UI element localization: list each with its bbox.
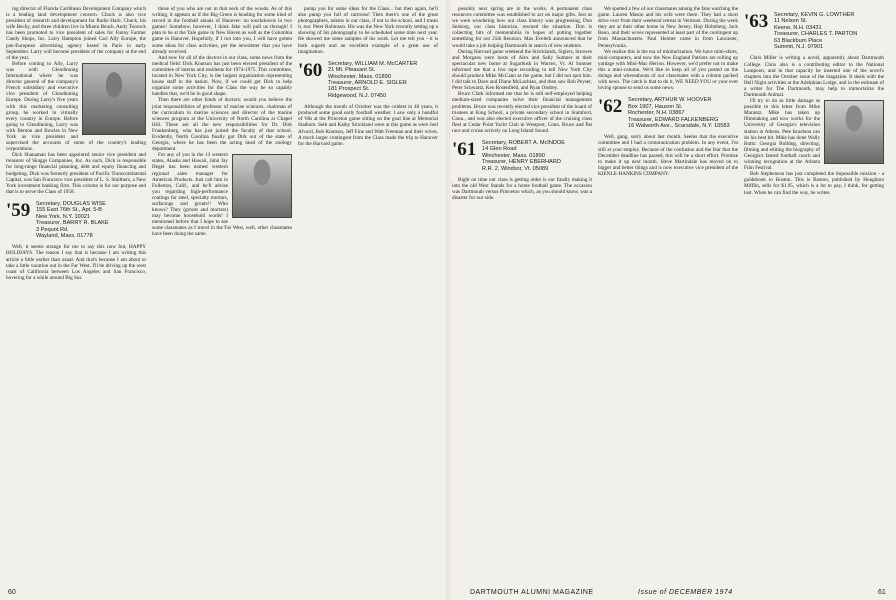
column-text: Although the month of October was the coldest in 40 years, it produced some good early football weather. I saw only a handful of '60s at the Princeton game sitting on the goal line at Memorial Stadium. Seth and Kathy Strickland were at this game as were Joel Alvord, Bob Knutson, Jeff Fine and Walt Freeman and their wives. A much larger contingent from the Class made the trip to Hanover for the Harvard game. — [298, 104, 438, 147]
secretary-name: Secretary, KEVIN G. LOWTHER — [774, 12, 855, 18]
treasurer-address: 181 Prospect St. — [328, 86, 370, 93]
column-text: Well, gang, sorry about last month. Seems that the executive committee and I had a communication problem. In any event, I'm still at your employ. Because of the confusion and the fear that the December deadline has passed, this will be a short effort. Promise to make it up next month. Steve Martindale has moved on to bigger and better things and is now executive vice president of the KIENLE-HANKINS COMPANY. — [598, 134, 738, 177]
class-header-63 — [744, 12, 884, 50]
column-text: Well, it seems strange for me to say this now but, HAPPY HOLIDAYS. The reason I say that is because I am writing this article a little earlier than usual. And that's because I am about to take a little vacation out in the Far West. I'll be driving up the west coast of California between Los Angeles and San Francisco, hovering for a while around Big Sur. — [6, 244, 146, 281]
secretary-name: Secretary, DOUGLAS WISE — [36, 200, 106, 207]
class-header-62 — [598, 97, 738, 129]
column-text: ing director of Florida Caribbean Development Company which is a leading land development concern. Chuck is also vice president of research and development for Radio Haiti. Chuck, his wife Becky, and three children live in Miami Beach. Andy Toorock has been promoted to vice president of sales for Funny Farmer Candy Shops, Inc. Larry Hampton joined Carl Ally Europe, the pan-European advertising agency based in Paris in early September. Larry will become president of the company at the end of the year. — [6, 6, 146, 61]
secretary-name: Secretary, WILLIAM M. McCARTER — [328, 60, 418, 67]
treasurer-city: Wayland, Mass. 01778 — [36, 232, 93, 239]
page-number: 61 — [878, 589, 886, 596]
treasurer-name: Treasurer, EDWARD FALKENBERG — [628, 116, 719, 123]
treasurer-city: Ridgewood, N.J. 07450 — [328, 92, 387, 99]
column-text: Dick Shanaman has been appointed senior vice president and treasurer of Skaggs Companies, Inc. As such, Dick is responsible for long-range financial planning, debt and equity financing and budgeting. Dick was formerly president of Pacific Transcontinental Capital, was San Francisco vice president of L. S. Smithers, a New York investment banking firm. This column is for our purpose and that is to serve the Class of 1958. — [6, 152, 146, 195]
column-text: possibly next spring are in the works. A permanent class resources committee was established to act on major gifts. Just as we were wondering how our class history was progressing, Don Seaborg, our class historian, rescued the situation. Don is collecting bits of memorabilia in hopes of putting together something for our 25th Reunion. Max Eveleth announced that he would take a job helping Dartmouth in search of new students. — [452, 6, 592, 49]
treasurer-name: Treasurer, ARNOLD E. SIGLER — [328, 79, 407, 86]
column-text: We spotted a few of our classmates among the fans watching the game. Lauren Mason and his wife were there. They had a short drive over from their weekend retreat in Vermont. During the week they are at their other home in New Jersey. Hop Holmberg, Jack Reno, and their wives represented at least part of the contingent up from Massachusetts. Paul Heimer came in from Lancaster, Pennsylvania. — [598, 6, 738, 49]
left-column-3 — [298, 6, 438, 147]
secretary-city: Winchester, Mass. 01890 — [328, 73, 391, 80]
page-number: 60 — [8, 589, 16, 596]
class-year: '61 — [452, 138, 477, 160]
secretary-address: Box 1907, Hauson St. — [628, 103, 683, 110]
secretary-city: New York, N.Y. 10021 — [36, 213, 91, 220]
column-text: Then there are other kinds of doctors: would you believe the joint responsibilities of professor of marine sciences, chairman of the curriculum in marine sciences and director of the marine sciences program at the University of North Carolina at Chapel Hill. These are all the new responsibilities for Dr. Dirk Frankenberg, who has just joined the faculty of that school. Evidently, North Carolina finally got Dirk out of the state of Georgia, where he has been the acting head of the zoology department. — [152, 97, 292, 153]
class-header-59 — [6, 201, 146, 239]
secretary-name: Secretary, ARTHUR W. HOOVER — [628, 97, 712, 104]
column-text: During Harvard game weekend the Stricklands, Siglers, Strowes and Morgans were hosts of Alex and Sally Sumner at their spectacular new home at Sugarbush in Warren, Vt. Al Sumner informed me that a live tape recording to tell New York City should produce Mike McCann as the game, but I did not spot him. I did talk to Dave and Diane McLachlan, and then saw Bob Peyser, Peter Schwartz, Ken Rosenfield, and Ryan Ondrey. — [452, 48, 592, 92]
treasurer-address: 3 Pequot Rd. — [36, 226, 69, 233]
secretary-city: Rochester, N.H. 03867 — [628, 110, 685, 117]
treasurer-address: R.R. 2, Windsor, Vt. 05089 — [482, 165, 549, 172]
treasurer-city: Summit, N.J. 07901 — [774, 44, 824, 51]
class-year: '60 — [298, 59, 323, 81]
column-text: Bruce Clark informed me that he is still self-employed helping medium-sized companies solve their financial management problems. Bruce was recently elected vice president of the board of trustees at King School, a private secondary school in Stamford, Conn., and was also elected executive officer of the cruising class fleet at Cedar Point Yacht Club in Westport, Conn. Bruce and Pat race and cruise actively on Long Island Sound. — [452, 91, 592, 134]
secretary-address: 155 East 76th St., Apt. 5-B — [36, 207, 102, 214]
column-text: For any of you in the 13 western states, Alaska and Hawaii, John Jay Hegel has been named western regional sales manager for American Products. Just call him in Fullerton, Calif., and he'll advise you regarding high-performance coatings for steel, specialty mortars, surfacings and grouts!! Who knows? They (grouts and mortars) may become household words! I mentioned before that I hope to see some classmates as I travel in the Far West, well, other classmates have been doing the same. — [152, 152, 292, 238]
treasurer-address: 63 Blackburn Place — [774, 37, 823, 44]
class-year: '59 — [6, 199, 31, 221]
classmate-photo — [232, 154, 292, 218]
column-text: those of you who are out in that neck of the woods. As of this writing, it appears as if the Big Green is heading for some kind of record in the football annals of Hanover: no touchdowns in two games! Somehow, however, I think Jake will pull us through! I plan to be at the Yale game in New Haven as well as the Columbia game in Hanover. Hopefully, if I run into you, I will have gotten some ideas for class activities, per the newsletter that you have already received. — [152, 6, 292, 55]
secretary-address: 21 Mt. Pleasant St. — [328, 67, 376, 74]
secretary-city: Winchester, Mass. 01890 — [482, 152, 545, 159]
classmate-photo — [824, 100, 884, 164]
class-header-61 — [452, 140, 592, 172]
right-column-1 — [452, 6, 592, 201]
left-column-1 — [6, 6, 146, 281]
column-text: Bob Stephenson has just completed the impossible mission - a guidebook to Boston. This is Boston, published by Houghton Mifflin, sells for $1.95, which is a lot to pay, I think, for getting lost. When he can find the way, he writes. — [744, 171, 884, 196]
class-header-60 — [298, 61, 438, 99]
column-text: I'll try to do as little damage as possible to this letter from Mike Marantz. Mike has taken up filmmaking and now works for the University of Georgia's television station in Athens. Pete Israelson can do his best bit. Mike has done Wally Butts: Georgia Bulldog, directing, filming and editing the biography of Georgia's famed football coach and winning recognition at the Atlanta Film Festival. — [744, 98, 820, 172]
right-column-3 — [744, 6, 884, 196]
column-text: Right on time our class is getting older is our finally making it into the old West Stands for a home football game. The occasion was Dartmouth versus Princeton which, as you should know, was a disaster for our side. — [452, 177, 592, 202]
secretary-city: Keene, N.H. 03431 — [774, 24, 822, 31]
treasurer-address: 16 Walworth Ave., Scarsdale, N.Y. 10583 — [628, 122, 730, 129]
treasurer-name: Treasurer, BARRY R. BLAKE — [36, 220, 109, 227]
treasurer-name: Treasurer, HENRY EBERHARD — [482, 159, 561, 166]
class-year: '63 — [744, 11, 769, 32]
column-text: Before coming to Ally, Larry was with Glendinning International where he was director general of the company's French subsidiary and executive vice president of Glendinning Europe. During Larry's five years with this marketing consulting group, he worked in virtually every country in Europe. Before going to Glendinning, Larry was with Benton and Bowles in New York as vice president and supervised the accounts of some of the country's leading corporations. — [6, 60, 146, 153]
magazine-title: DARTMOUTH ALUMNI MAGAZINE — [470, 589, 594, 596]
column-text: pump you for some ideas for the Class... but then again, he'll also pump you full of cartoons! Then there's one of the great photographers, talents in our class, if not in the school, and I mean it, too: Peter Robinson. His was the New York recently setting up a showing of his photography to be scheduled some time next year. He showed me some samples of his work. Let me tell you - it is both superb and an excellent example of a great use of imagination. — [298, 6, 438, 55]
treasurer-name: Treasurer, CHARLES T. PARTON — [774, 31, 858, 38]
secretary-address: 11 Nelson St. — [774, 18, 808, 25]
class-year: '62 — [598, 96, 623, 118]
secretary-name: Secretary, ROBERT A. McINDOE — [482, 139, 565, 146]
right-page — [448, 0, 896, 600]
issue-date: Issue of DECEMBER 1974 — [638, 589, 733, 596]
classmate-photo — [82, 63, 146, 135]
column-text: Chris Miller is writing a novel, apparently about Dartmouth College. Chris also is a contributing editor to the National Lampoon, and in that capacity he inserted one of the novel's chapters into the October issue of the magazine. It deals with the Hell Night activities at the Adelphian Lodge, and in the estimate of a writer for The Dartmouth, may help to immortalize the Dartmouth Animal. — [744, 55, 884, 98]
secretary-address: 14 Glen Road — [482, 146, 517, 153]
column-text: We realize this is the era of miniturization. We have mini-skirts, mini-computers, and now the New England Patriots are rolling up yardage with Mini-Mac Herron. However, we'd prefer not to make this a mini-column. We'd like to keep all of you posted on the doings and whereabouts of our classmates with a column packed with news. The catch is that to do it, WE NEED YOU or your ever loving spouse to send us some news. — [598, 48, 738, 92]
left-column-2 — [152, 6, 292, 238]
column-text: And now for all of the doctors in our class, some news from the medical field: Dick Knutson has just been elected president of the committee of interns and residents for 1974-1975. This committee, located in New York City, is the largest organization representing house staff in the nation. Now, if we could get Dick to help organize some activities for the Class the way he so capably handles that, we'd be in good shape. — [152, 54, 292, 98]
right-column-2 — [598, 6, 738, 177]
